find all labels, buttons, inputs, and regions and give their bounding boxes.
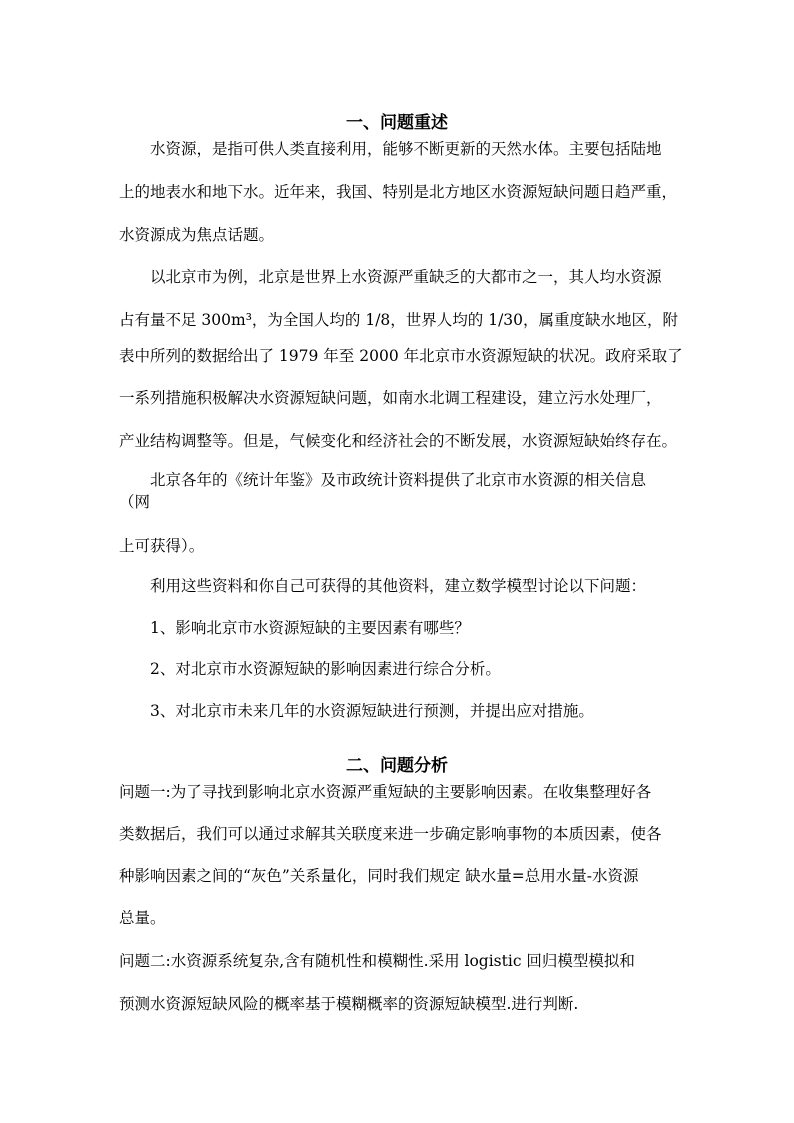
paragraph-line: 一系列措施积极解决水资源短缺问题，如南水北调工程建设，建立污水处理厂， xyxy=(119,389,662,407)
paragraph-line: 上可获得）。 xyxy=(119,537,205,555)
paragraph-line: 总量。 xyxy=(119,909,166,927)
paragraph-line: 类数据后，我们可以通过求解其关联度来进一步确定影响事物的本质因素，使各 xyxy=(119,825,662,843)
paragraph-line: 问题二:水资源系统复杂,含有随机性和模糊性.采用 logistic 回归模型模拟和 xyxy=(119,952,635,970)
paragraph-line: 利用这些资料和你自己可获得的其他资料，建立数学模型讨论以下问题： xyxy=(150,577,647,595)
list-item: 3、对北京市未来几年的水资源短缺进行预测，并提出应对措施。 xyxy=(150,702,594,720)
paragraph-line: 北京各年的《统计年鉴》及市政统计资料提供了北京市水资源的相关信息 xyxy=(150,471,647,489)
paragraph-line: 产业结构调整等。但是，气候变化和经济社会的不断发展，水资源短缺始终存在。 xyxy=(119,432,678,450)
paragraph-line: 以北京市为例，北京是世界上水资源严重缺乏的大都市之一，其人均水资源 xyxy=(150,268,662,286)
paragraph-line: 预测水资源短缺风险的概率基于模糊概率的资源短缺模型.进行判断. xyxy=(119,995,579,1013)
paragraph-line: 占有量不足 300m³，为全国人均的 1/8，世界人均的 1/30，属重度缺水地区，附 xyxy=(119,311,679,329)
paragraph-line: 水资源成为焦点话题。 xyxy=(119,226,275,244)
list-item: 1、影响北京市水资源短缺的主要因素有哪些？ xyxy=(150,619,470,637)
paragraph-line: 问题一:为了寻找到影响北京水资源严重短缺的主要影响因素。在收集整理好各 xyxy=(119,783,652,801)
paragraph-line: 表中所列的数据给出了 1979 年至 2000 年北京市水资源短缺的状况。政府采取了 xyxy=(119,347,683,365)
section-1-title: 一、问题重述 xyxy=(346,113,448,133)
paragraph-line: 种影响因素之间的“灰色”关系量化，同时我们规定 缺水量=总用水量-水资源 xyxy=(119,867,639,885)
list-item: 2、对北京市水资源短缺的影响因素进行综合分析。 xyxy=(150,660,501,678)
section-2-title: 二、问题分析 xyxy=(346,756,448,776)
paragraph-line: （网 xyxy=(119,493,151,511)
paragraph-line: 水资源，是指可供人类直接利用，能够不断更新的天然水体。主要包括陆地 xyxy=(150,140,662,158)
paragraph-line: 上的地表水和地下水。近年来，我国、特别是北方地区水资源短缺问题日趋严重， xyxy=(119,183,678,201)
